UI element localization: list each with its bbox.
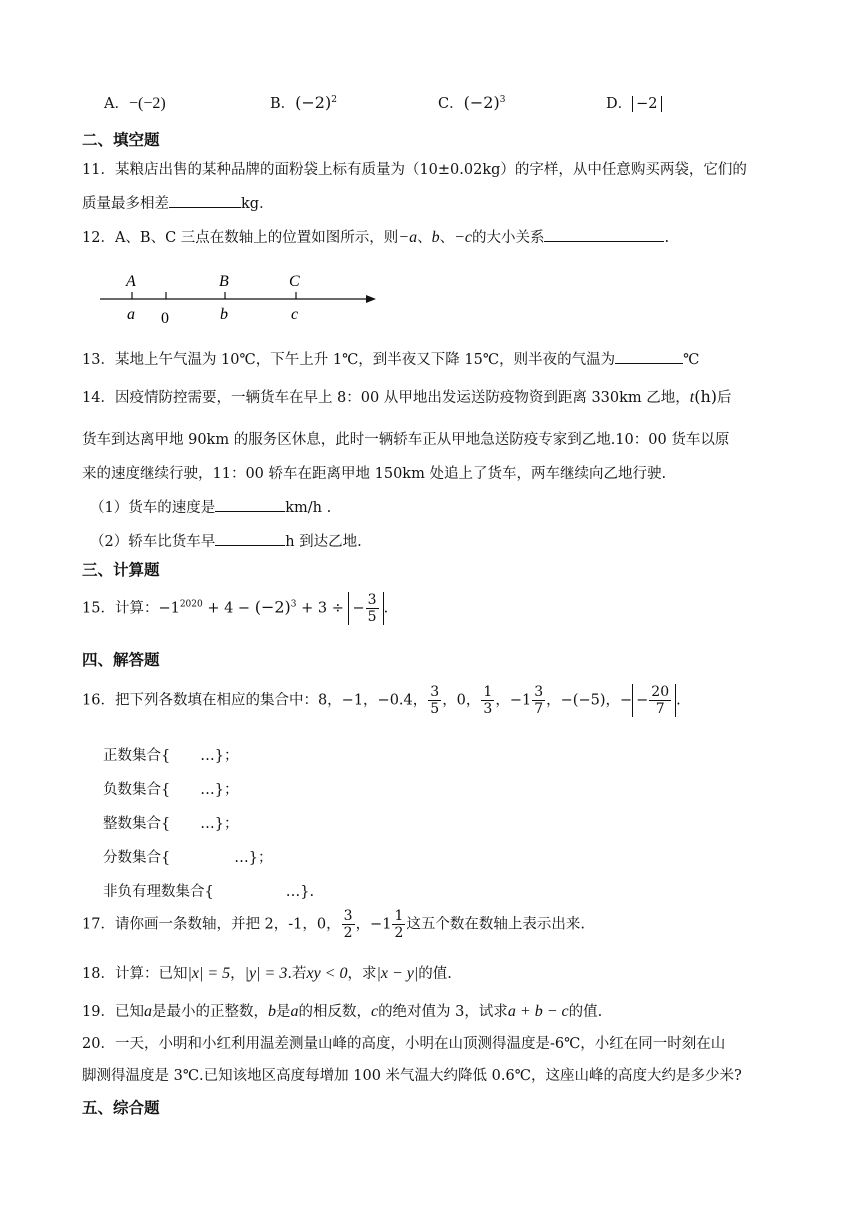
math-exponent: 2 <box>331 95 337 106</box>
q18-prefix: 18．计算：已知 <box>82 966 188 982</box>
q19-text: 19．已知 <box>82 1004 144 1020</box>
denominator: 3 <box>483 701 493 717</box>
q12-end: . <box>664 230 670 246</box>
q14-sub2 <box>90 530 362 551</box>
q14-line3: 来的速度继续行驶，11：00 轿车在距离甲地 150km 处追上了货车，两车继续向乙地行驶. <box>82 466 667 482</box>
q19-text: 的值. <box>568 1004 603 1020</box>
set-negative <box>103 778 238 799</box>
axis-arrow-icon <box>366 295 376 303</box>
q12-text-b: 的大小关系 <box>471 230 545 246</box>
q17-suffix: 这五个数在数轴上表示出来. <box>406 916 585 933</box>
answer-blank[interactable] <box>169 207 241 208</box>
q15-line <box>82 592 388 625</box>
q18-mid2: ，求 <box>347 966 377 982</box>
answer-blank[interactable] <box>544 241 664 242</box>
q14-sub1-text: （1）货车的速度是 <box>90 500 216 516</box>
answer-blank[interactable] <box>615 363 683 364</box>
fraction <box>392 908 405 941</box>
set-label: 分数集合{ <box>103 850 171 866</box>
q14-line1 <box>82 386 732 407</box>
denominator: 7 <box>534 701 544 717</box>
point-label-b: B <box>219 273 229 290</box>
sep: ，−1 <box>355 916 392 933</box>
set-tail: …}； <box>200 782 239 798</box>
math-target: |x − y| <box>376 965 419 982</box>
q20-line1: 20．一天，小明和小红利用温差测量山峰的高度，小明在山顶测得温度是-6℃，小红在同一时刻在山 <box>82 1036 726 1052</box>
math-exp2: 3 <box>290 599 297 610</box>
option-label: A． <box>104 96 129 112</box>
math-base: (−2) <box>254 597 291 617</box>
answer-blank[interactable] <box>215 511 285 512</box>
set-fraction <box>103 846 272 867</box>
q14-sub1 <box>90 496 331 517</box>
math-abs: −2 <box>632 96 661 112</box>
number-line-figure <box>96 266 386 330</box>
sep: 、 <box>439 230 455 246</box>
set-nonneg-rational <box>103 880 314 901</box>
math-h: (h) <box>694 387 718 406</box>
option-label: B． <box>270 96 296 112</box>
section-heading-answer: 四、解答题 <box>82 651 160 669</box>
math-c: c <box>370 1003 379 1020</box>
option-label: D． <box>606 96 633 112</box>
q16-end: . <box>676 692 681 709</box>
fraction <box>481 684 494 717</box>
section-heading-calc: 三、计算题 <box>82 561 160 579</box>
q12-text: 12．A、B、C 三点在数轴上的位置如图所示，则 <box>82 230 399 246</box>
q11-line1: 11．某粮店出售的某种品牌的面粉袋上标有质量为（10±0.02kg）的字样，从中任意购买两袋，它们的 <box>82 162 747 178</box>
denominator: 2 <box>394 925 404 941</box>
math-exp1: 2020 <box>179 599 203 610</box>
q10-option-a <box>104 92 166 113</box>
q14-sub2-text: （2）轿车比货车早 <box>90 534 216 550</box>
var-label-a: a <box>127 306 135 323</box>
numerator: 1 <box>394 908 404 924</box>
numerator: 3 <box>367 592 377 608</box>
zero-label: 0 <box>161 310 169 327</box>
numerator: 1 <box>483 684 493 700</box>
math-exponent: 3 <box>499 95 506 106</box>
fraction <box>342 908 355 941</box>
math-base: (−2) <box>295 93 332 112</box>
q13-text: 13．某地上午气温为 10℃，下午上升 1℃，到半夜又下降 15℃，则半夜的气温为 <box>82 352 616 368</box>
q10-option-c <box>438 92 505 113</box>
var-label-b: b <box>220 306 228 323</box>
math-a: a <box>290 1003 299 1020</box>
q14-text-end: 后 <box>717 390 732 406</box>
set-tail: …}； <box>234 850 273 866</box>
set-tail: …}. <box>285 884 315 900</box>
q14-sub1-unit: km/h . <box>285 500 332 516</box>
q11-line2 <box>82 192 274 213</box>
numerator: 3 <box>430 684 440 700</box>
set-label: 正数集合{ <box>103 748 171 764</box>
q14-sub2-unit: h 到达乙地. <box>285 534 362 550</box>
math-neg-c: −c <box>454 229 472 246</box>
fraction <box>428 684 441 717</box>
math-p3: + 3 ÷ <box>296 600 349 617</box>
denominator: 5 <box>430 701 440 717</box>
option-label: C． <box>438 96 464 112</box>
q19-text: 的相反数， <box>298 1004 371 1020</box>
q18-line <box>82 962 452 983</box>
q16-prefix: 16．把下列各数填在相应的集合中：8，−1，−0.4， <box>82 692 428 709</box>
denominator: 2 <box>343 925 353 941</box>
math-neg-a: −a <box>398 229 418 246</box>
q19-text: 是 <box>275 1004 291 1020</box>
set-label: 负数集合{ <box>103 782 171 798</box>
q19-line <box>82 1000 602 1021</box>
math-neg: − <box>352 600 365 617</box>
set-label: 非负有理数集合{ <box>103 884 214 900</box>
fraction <box>649 684 671 717</box>
denominator: 7 <box>655 701 665 717</box>
q17-line <box>82 908 585 941</box>
q16-line <box>82 684 681 717</box>
set-tail: …}； <box>200 748 239 764</box>
set-label: 整数集合{ <box>103 816 171 832</box>
q20-line2: 脚测得温度是 3℃.已知该地区高度每增加 100 米气温大约降低 0.6℃，这座山峰的高度大约是多少米? <box>82 1068 742 1084</box>
math-p2: + 4 − <box>202 600 255 617</box>
answer-blank[interactable] <box>215 545 285 546</box>
set-tail: …}； <box>200 816 239 832</box>
q15-prefix: 15．计算： <box>82 600 159 617</box>
set-positive <box>103 744 238 765</box>
q11-text: 质量最多相差 <box>82 196 169 212</box>
q15-end: . <box>383 600 389 617</box>
numerator: 3 <box>343 908 353 924</box>
math-t: t <box>689 389 695 406</box>
numerator: 3 <box>534 684 544 700</box>
var-label-c: c <box>291 306 299 323</box>
math-b: b <box>267 1003 276 1020</box>
q14-text: 14．因疫情防控需要，一辆货车在早上 8：00 从甲地出发运送防疫物资到距离 330km 乙地， <box>82 390 690 406</box>
math-expr: −(−2) <box>128 95 166 112</box>
math-b: b <box>431 229 440 246</box>
point-label-a: A <box>126 273 136 290</box>
set-integer <box>103 812 238 833</box>
math-a: a <box>143 1003 152 1020</box>
fraction <box>366 592 379 625</box>
sep: 、 <box>417 230 432 246</box>
q13-line <box>82 348 699 369</box>
q10-option-d <box>606 92 662 113</box>
math-p1: −1 <box>158 600 180 617</box>
q10-option-b <box>270 92 337 113</box>
q18-suffix: 的值. <box>418 966 452 982</box>
sep: ， <box>230 966 245 982</box>
math-abs: − $\frac{20}{7}$ <box>632 684 676 717</box>
math-y-abs: |y| = 3 <box>244 965 288 982</box>
q19-text: 的绝对值为 3，试求 <box>378 1004 508 1020</box>
math-expr: a + b − c <box>507 1003 569 1020</box>
q17-prefix: 17．请你画一条数轴，并把 2，-1，0， <box>82 916 341 933</box>
q11-unit: kg． <box>241 196 274 212</box>
q12-line <box>82 226 669 247</box>
q19-text: 是最小的正整数， <box>151 1004 268 1020</box>
q13-unit: ℃ <box>683 352 700 368</box>
q14-line2: 货车到达离甲地 90km 的服务区休息，此时一辆轿车正从甲地急送防疫专家到乙地.10：00 货车以原 <box>82 432 730 448</box>
section-heading-comprehensive: 五、综合题 <box>82 1099 160 1117</box>
section-heading-fill: 二、填空题 <box>82 131 160 149</box>
math-cond: xy < 0 <box>306 965 348 982</box>
math-x-abs: |x| = 5 <box>187 965 231 982</box>
point-label-c: C <box>289 273 300 290</box>
denominator: 5 <box>367 609 377 625</box>
math-base: (−2) <box>463 93 500 112</box>
sep: ，−1 <box>495 692 532 709</box>
sep: ，0， <box>442 692 481 709</box>
fraction <box>532 684 545 717</box>
sep: ，−(−5)，− <box>546 692 633 709</box>
numerator: 20 <box>651 684 670 700</box>
q18-mid: .若 <box>287 966 307 982</box>
math-abs <box>348 592 383 625</box>
